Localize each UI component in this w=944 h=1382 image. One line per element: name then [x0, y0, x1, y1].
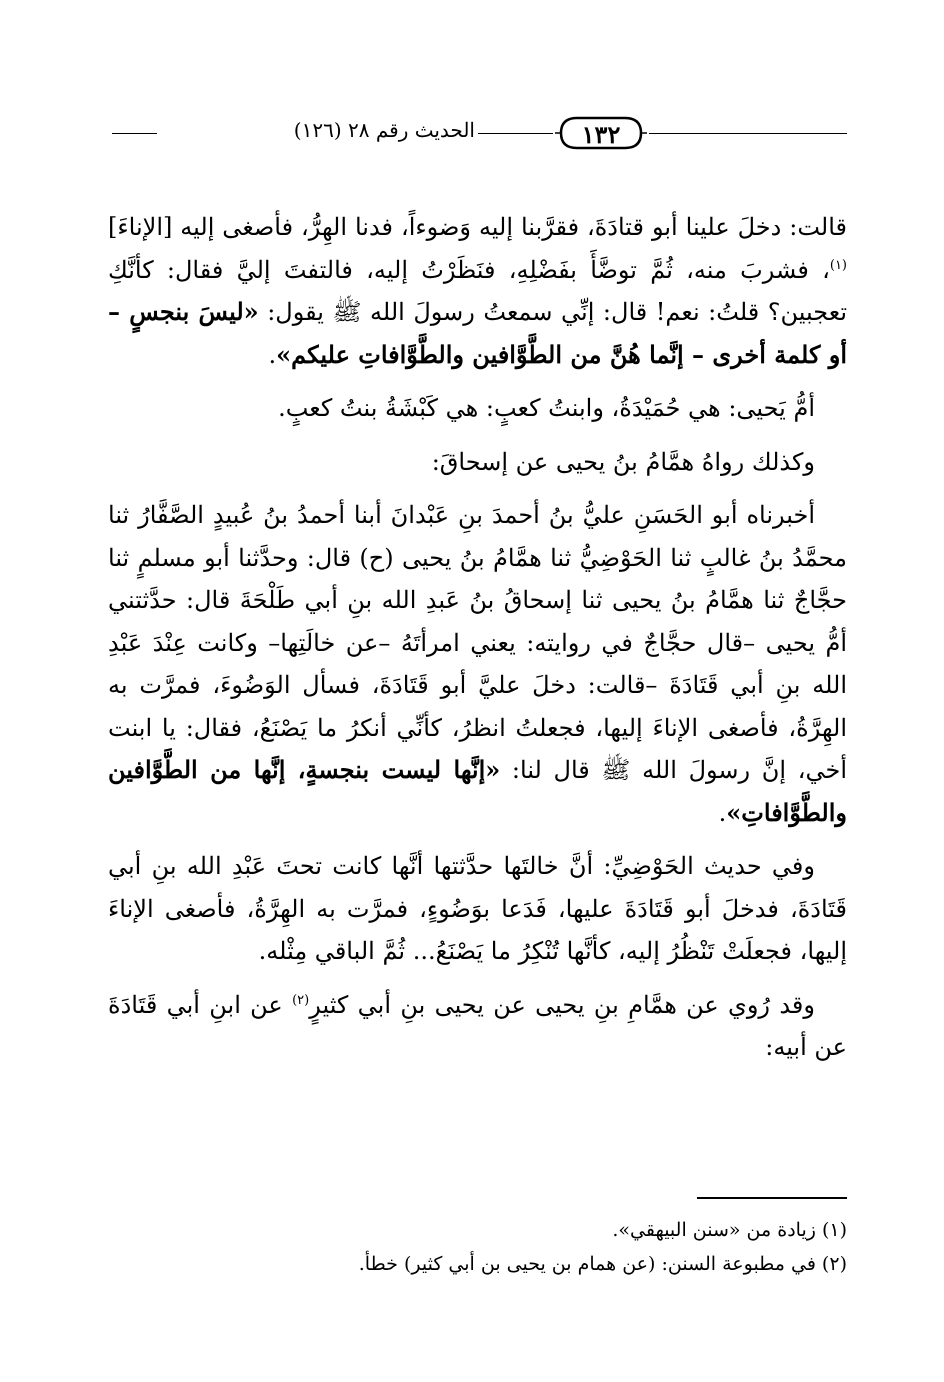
paragraph-6	[108, 984, 847, 1069]
paragraph-4-text: أخبرناه أبو الحَسَنِ عليُّ بنُ أحمدَ بنِ عَبْدانَ أبنا أحمدُ بنُ عُبيدٍ الصَّفَّارُ ثنا محمَّدُ بنُ غالبٍ ثنا الحَوْضِيُّ ثنا همَّامُ بنُ يحيى (ح) قال: وحدَّثنا أبو مسلمٍ ثنا حجَّاجٌ ثنا همَّامُ بنُ يحيى ثنا إسحاقُ بنُ عَبدِ الله بنِ أبي طَلْحَةَ قال: حدَّثتني أمُّ يحيى –قال حجَّاجٌ في روايته: يعني امرأتَهُ –عن خالَتِها– وكانت عِنْدَ عَبْدِ الله بنِ أبي قَتَادَةَ –قالت: دخلَ عليَّ أبو قَتَادَةَ، فسأل الوَضُوءَ، فمرَّت به الهِرَّةُ، فأصغى الإناءَ إليها، فجعلتُ انظرُ، كأنِّي أنكرُ ما يَصْنَعُ، فقال: يا ابنت أخي، إنَّ رسولَ الله ﷺ قال لنا:	[108, 501, 847, 784]
footnote-ref-2: (٢)	[292, 992, 310, 1008]
paragraph-1-text-a: قالت: دخلَ علينا أبو قتادَةَ، فقرَّبنا إليه وَضوءاً، فدنا الهِرُّ، فأصغى إليه [الإناءَ]	[108, 213, 847, 241]
footnote-1: (١) زيادة من «سنن البيهقي».	[612, 1219, 847, 1241]
paragraph-3: وكذلك رواهُ همَّامُ بنُ يحيى عن إسحاقَ:	[431, 447, 815, 476]
footnotes	[108, 1213, 847, 1281]
page-number-ornament	[555, 114, 647, 152]
paragraph-1	[108, 206, 847, 376]
paragraph-1-end: .	[268, 340, 277, 369]
header-rule-middle	[478, 133, 553, 134]
hadith-quote-2: «إنَّها ليست بنجسةٍ، إنَّها من الطَّوَّافين والطَّوَّافاتِ»	[108, 755, 847, 827]
main-text	[108, 206, 847, 1069]
footnote-separator	[697, 1197, 847, 1199]
footnote-ref-1: (١)	[829, 257, 847, 273]
header-rule-right	[649, 133, 847, 134]
paragraph-6-text-a: وقد رُوي عن همَّامِ بنِ يحيى عن يحيى بنِ أبي كثيرٍ	[309, 990, 815, 1019]
paragraph-5: وفي حديث الحَوْضِيِّ: أنَّ خالتَها حدَّثتها أنَّها كانت تحتَ عَبْدِ الله بنِ أبي قَتَادَةَ، فدخلَ أبو قَتَادَةَ عليها، فَدَعا بوَضُوءٍ، فمرَّت به الهِرَّةُ، فأصغى الإناءَ إليها، فجعلَتْ تَنْظُرُ إليه، كأنَّها تُنْكِرُ ما يَصْنَعُ... ثُمَّ الباقي مِثْله.	[108, 852, 847, 965]
paragraph-4	[108, 494, 847, 834]
paragraph-4-end: .	[718, 798, 727, 827]
hadith-quote-1: «ليسَ بنجسٍ – أو كلمة أخرى – إنَّما هُنَّ من الطَّوَّافين والطَّوَّافاتِ عليكم»	[108, 297, 847, 369]
paragraph-6-text-b: عن ابنِ أبي قَتَادَةَ عن أبيه:	[108, 990, 847, 1061]
running-title: الحديث رقم ٢٨ (١٢٦)	[293, 118, 475, 142]
paragraph-2: أمُّ يَحيى: هي حُمَيْدَةُ، وابنتُ كعبٍ: هي كَبْشَةُ بنتُ كعبٍ.	[278, 394, 815, 422]
page-number: ١٣٢	[581, 120, 621, 149]
footnote-2: (٢) في مطبوعة السنن: (عن همام بن يحيى بن أبي كثير) خطأ.	[358, 1253, 847, 1275]
header-rule-left	[112, 133, 157, 134]
paragraph-1-text-b: ، فشربَ منه، ثُمَّ توضَّأَ بفَضْلِهِ، فنَظَرْتُ إليه، فالتفتَ إليَّ فقال: كأنَّكِ تعجبين؟ قلتُ: نعم! قال: إنِّي سمعتُ رسولَ الله ﷺ يقول:	[108, 255, 848, 326]
page-header	[112, 108, 847, 158]
